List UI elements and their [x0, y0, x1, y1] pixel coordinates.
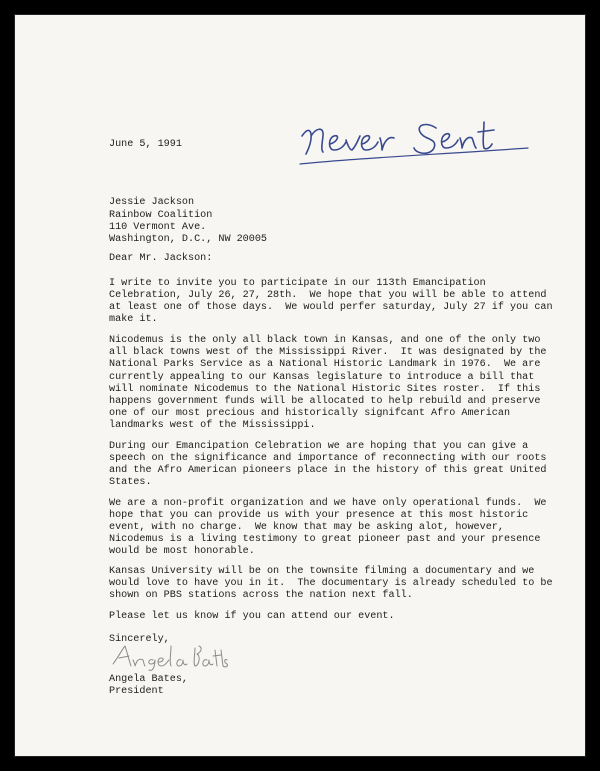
paragraph-line: Please let us know if you can attend our event.: [109, 611, 395, 622]
paragraph-line: event, with no charge. We know that may be asking alot, however,: [109, 522, 504, 533]
never-sent-annotation: [296, 114, 531, 176]
paragraph-line: will nominate Nicodemus to the National Historic Sites roster. If this: [109, 384, 541, 395]
closing: Sincerely,: [109, 634, 170, 645]
paragraph-line: would love to have you in it. The documentary is already scheduled to be: [109, 578, 553, 589]
recipient-city: Washington, D.C., NW 20005: [109, 234, 267, 245]
paragraph-line: shown on PBS stations across the nation next fall.: [109, 590, 413, 601]
paragraph-line: at least one of those days. We would perfer saturday, July 27 if you can: [109, 302, 553, 313]
paragraph-line: hope that you can provide us with your presence at this most historic: [109, 510, 529, 521]
letter-page: [14, 14, 586, 757]
paragraph-line: landmarks west of the Mississippi.: [109, 420, 316, 431]
signer-name: Angela Bates,: [109, 674, 188, 685]
paragraph-line: happens government funds will be allocated to help rebuild and preserve: [109, 396, 541, 407]
paragraph-line: speech on the significance and importance of reconnecting with our roots: [109, 453, 547, 464]
letter-date: June 5, 1991: [109, 139, 182, 150]
paragraph-line: Nicodemus is a living testimony to great pioneer past and your presence: [109, 534, 541, 545]
paragraph-line: Nicodemus is the only all black town in Kansas, and one of the only two: [109, 335, 541, 346]
paragraph-line: would be most honorable.: [109, 546, 255, 557]
paragraph-line: During our Emancipation Celebration we are hoping that you can give a: [109, 441, 529, 452]
salutation: Dear Mr. Jackson:: [109, 253, 213, 264]
paragraph-line: National Parks Service as a National Historic Landmark in 1976. We are: [109, 359, 541, 370]
paragraph-line: and the Afro American pioneers place in the history of this great United: [109, 465, 547, 476]
paragraph-line: make it.: [109, 314, 158, 325]
paragraph-line: Celebration, July 26, 27, 28th. We hope that you will be able to attend: [109, 290, 547, 301]
paragraph-line: We are a non-profit organization and we have only operational funds. We: [109, 498, 547, 509]
paragraph-line: all black towns west of the Mississippi River. It was designated by the: [109, 347, 547, 358]
signature: [111, 642, 231, 672]
paragraph-line: Kansas University will be on the townsite filming a documentary and we: [109, 566, 535, 577]
recipient-name: Jessie Jackson: [109, 197, 195, 208]
paragraph-line: one of our most precious and historically signifcant Afro American: [109, 408, 511, 419]
paragraph-line: States.: [109, 477, 152, 488]
signer-title: President: [109, 686, 164, 697]
recipient-organization: Rainbow Coalition: [109, 210, 213, 221]
recipient-street: 110 Vermont Ave.: [109, 222, 207, 233]
paragraph-line: currently appealing to our Kansas legislature to introduce a bill that: [109, 372, 535, 383]
paragraph-line: I write to invite you to participate in our 113th Emancipation: [109, 278, 486, 289]
